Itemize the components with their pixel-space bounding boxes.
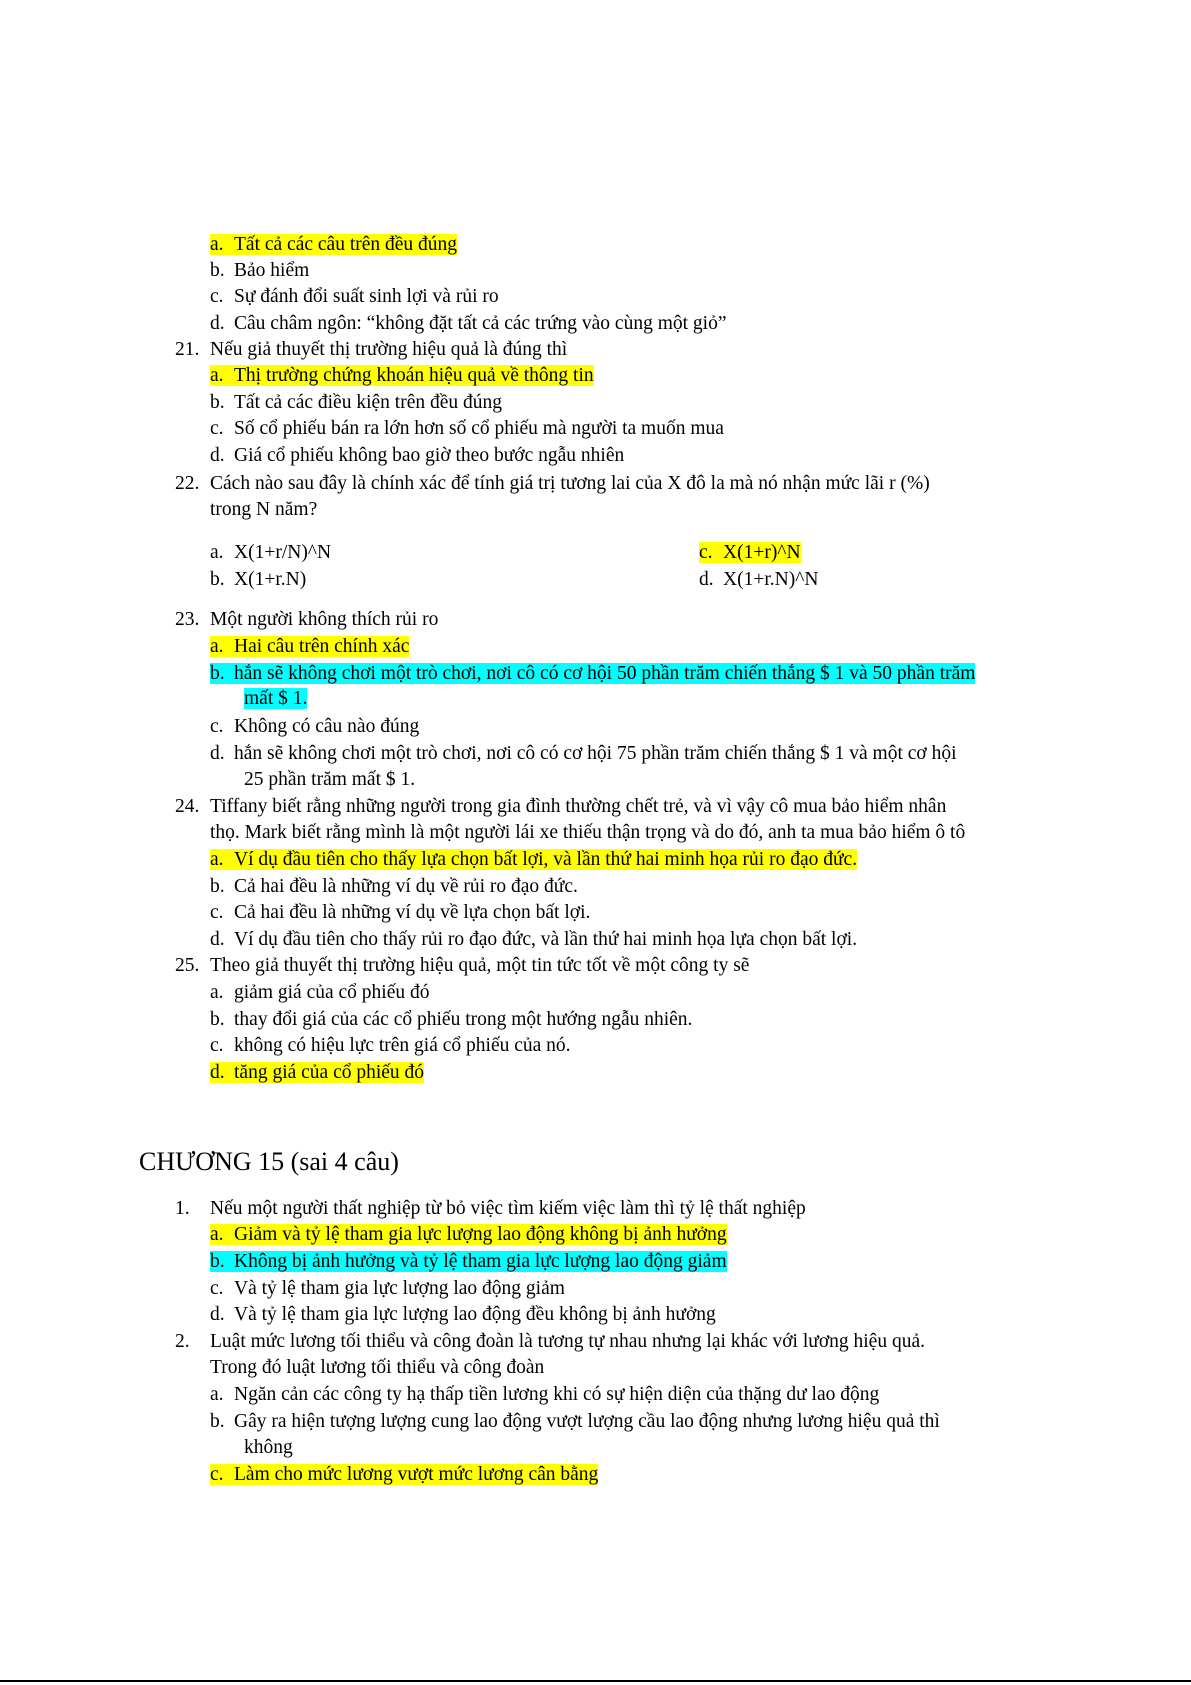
list-item: b. hắn sẽ không chơi một trò chơi, nơi cô có cơ hội 50 phần trăm chiến thắng $ 1 và 50 phần trăm [210,663,976,684]
list-item: c. Số cổ phiếu bán ra lớn hơn số cổ phiếu mà người ta muốn mua [210,418,724,439]
list-item: d. tăng giá của cổ phiếu đó [210,1062,425,1083]
list-item: b. Bảo hiểm [210,260,310,281]
list-item: b. X(1+r.N) [210,569,307,590]
list-item: d. hắn sẽ không chơi một trò chơi, nơi cô có cơ hội 75 phần trăm chiến thắng $ 1 và một cơ hội [210,743,957,764]
question-stem: Theo giả thuyết thị trường hiệu quả, một tin tức tốt về một công ty sẽ [210,955,750,976]
list-item: b. Gây ra hiện tượng lượng cung lao động vượt lượng cầu lao động nhưng lương hiệu quả thì [210,1411,940,1432]
list-item: c. Sự đánh đổi suất sinh lợi và rủi ro [210,286,499,307]
question-stem: Luật mức lương tối thiểu và công đoàn là tương tự nhau nhưng lại khác với lương hiệu quả. [210,1331,925,1352]
question-stem: Một người không thích rủi ro [210,609,439,630]
question-stem-continued: trong N năm? [210,499,318,520]
list-item: c. Không có câu nào đúng [210,716,420,737]
list-item: a. Ví dụ đầu tiên cho thấy lựa chọn bất lợi, và lần thứ hai minh họa rủi ro đạo đức. [210,849,858,870]
list-item-continued: mất $ 1. [244,688,308,709]
list-item: a. Tất cả các câu trên đều đúng [210,234,458,255]
page-bottom-rule [0,1680,1191,1682]
list-item: a. Thị trường chứng khoán hiệu quả về thông tin [210,365,594,386]
question-stem-continued: Trong đó luật lương tối thiểu và công đoàn [210,1357,545,1378]
question-number: 1. [175,1198,190,1219]
question-number: 25. [175,955,200,976]
list-item: b. Không bị ảnh hưởng và tỷ lệ tham gia lực lượng lao động giảm [210,1251,727,1272]
question-stem: Nếu giả thuyết thị trường hiệu quả là đúng thì [210,339,568,360]
question-stem: Cách nào sau đây là chính xác để tính giá trị tương lai của X đô la mà nó nhận mức lãi r (%) [210,473,930,494]
list-item: c. không có hiệu lực trên giá cổ phiếu của nó. [210,1035,571,1056]
question-number: 24. [175,796,200,817]
list-item: a. giảm giá của cổ phiếu đó [210,982,430,1003]
list-item: c. Làm cho mức lương vượt mức lương cân bằng [210,1464,599,1485]
list-item: a. Giảm và tỷ lệ tham gia lực lượng lao động không bị ảnh hưởng [210,1224,727,1245]
list-item: d. Và tỷ lệ tham gia lực lượng lao động đều không bị ảnh hưởng [210,1304,716,1325]
list-item-continued: không [244,1437,293,1458]
list-item: c. Cả hai đều là những ví dụ về lựa chọn bất lợi. [210,902,591,923]
list-item: d. X(1+r.N)^N [699,569,819,590]
list-item: d. Giá cổ phiếu không bao giờ theo bước ngẫu nhiên [210,445,625,466]
list-item: d. Ví dụ đầu tiên cho thấy rủi ro đạo đức, và lần thứ hai minh họa lựa chọn bất lợi. [210,929,858,950]
question-number: 22. [175,473,200,494]
list-item-continued: 25 phần trăm mất $ 1. [244,769,416,790]
list-item: b. Cả hai đều là những ví dụ về rủi ro đạo đức. [210,876,578,897]
chapter-heading: CHƯƠNG 15 (sai 4 câu) [139,1147,399,1176]
question-stem-continued: thọ. Mark biết rằng mình là một người lái xe thiếu thận trọng và do đó, anh ta mua bảo hiểm ô tô [210,822,966,843]
list-item: d. Câu châm ngôn: “không đặt tất cả các trứng vào cùng một giỏ” [210,313,727,334]
question-stem: Tiffany biết rằng những người trong gia đình thường chết trẻ, và vì vậy cô mua bảo hiểm nhân [210,796,947,817]
question-number: 2. [175,1331,190,1352]
list-item: a. Hai câu trên chính xác [210,636,410,657]
list-item: b. Tất cả các điều kiện trên đều đúng [210,392,503,413]
list-item: c. Và tỷ lệ tham gia lực lượng lao động giảm [210,1278,565,1299]
list-item: a. X(1+r/N)^N [210,542,332,563]
list-item: a. Ngăn cản các công ty hạ thấp tiền lương khi có sự hiện diện của thặng dư lao động [210,1384,880,1405]
question-number: 23. [175,609,200,630]
question-stem: Nếu một người thất nghiệp từ bỏ việc tìm kiếm việc làm thì tỷ lệ thất nghiệp [210,1198,806,1219]
list-item: b. thay đổi giá của các cổ phiếu trong một hướng ngẫu nhiên. [210,1009,693,1030]
question-number: 21. [175,339,200,360]
list-item: c. X(1+r)^N [699,542,801,563]
